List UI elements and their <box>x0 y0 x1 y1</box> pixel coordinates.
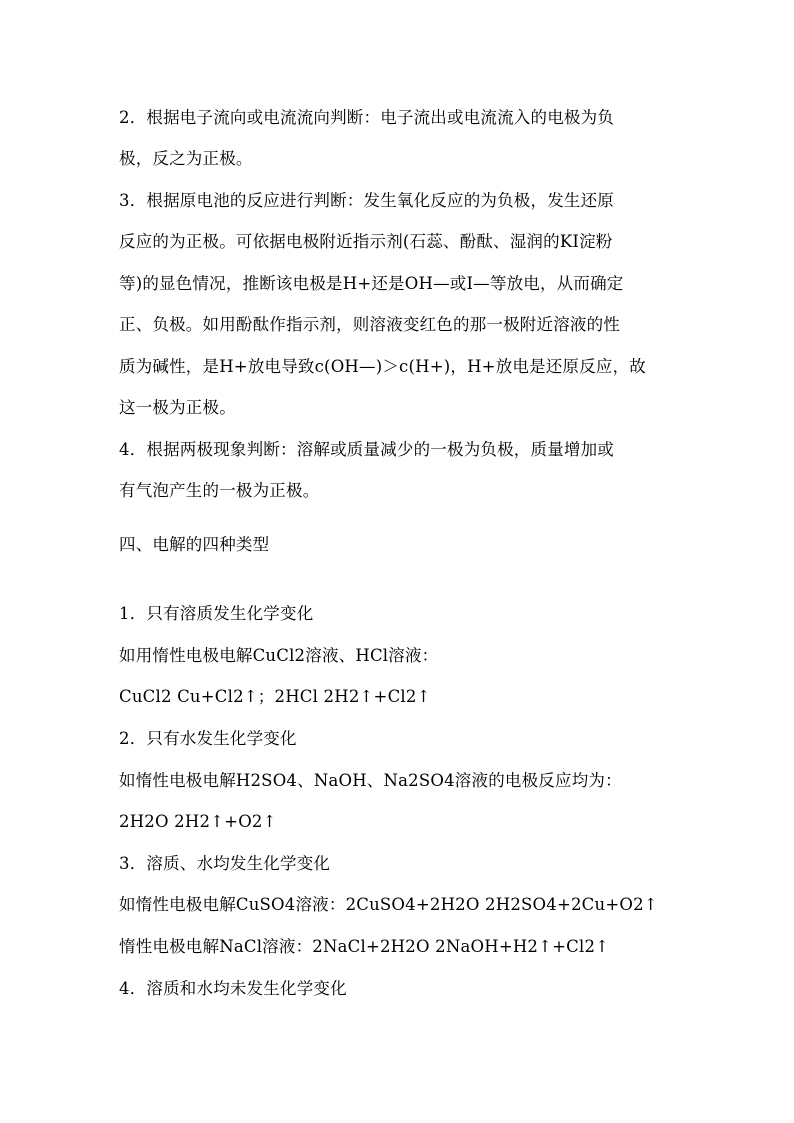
paragraph-3-line-6: 这一极为正极。 <box>119 398 236 417</box>
type-1-description: 如用惰性电极电解CuCl2溶液、HCl溶液： <box>119 646 439 665</box>
type-2-description: 如惰性电极电解H2SO4、NaOH、Na2SO4溶液的电极反应均为： <box>119 771 622 790</box>
type-1-heading: 1．只有溶质发生化学变化 <box>119 604 314 623</box>
type-1-equation: CuCl2 Cu+Cl2↑；2HCl 2H2↑+Cl2↑ <box>119 687 431 706</box>
paragraph-2-line-2: 极，反之为正极。 <box>119 149 253 168</box>
type-3-example-nacl: 惰性电极电解NaCl溶液：2NaCl+2H2O 2NaOH+H2↑+Cl2↑ <box>119 937 610 956</box>
type-3-heading: 3．溶质、水均发生化学变化 <box>119 854 331 873</box>
paragraph-4-line-2: 有气泡产生的一极为正极。 <box>119 481 320 500</box>
paragraph-3-line-1: 3．根据原电池的反应进行判断：发生氧化反应的为负极，发生还原 <box>119 191 614 210</box>
type-4-heading: 4．溶质和水均未发生化学变化 <box>119 979 347 998</box>
type-3-example-cuso4: 如惰性电极电解CuSO4溶液：2CuSO4+2H2O 2H2SO4+2Cu+O2↑ <box>119 895 658 914</box>
type-2-heading: 2．只有水发生化学变化 <box>119 729 297 748</box>
paragraph-4-line-1: 4．根据两极现象判断：溶解或质量减少的一极为负极，质量增加或 <box>119 440 614 459</box>
paragraph-3-line-2: 反应的为正极。可依据电极附近指示剂(石蕊、酚酞、湿润的KI淀粉 <box>119 232 613 251</box>
paragraph-2-line-1: 2．根据电子流向或电流流向判断：电子流出或电流流入的电极为负 <box>119 108 614 127</box>
section-heading-electrolysis-types: 四、电解的四种类型 <box>119 535 270 554</box>
paragraph-3-line-5: 质为碱性，是H+放电导致c(OH—)＞c(H+)，H+放电是还原反应，故 <box>119 357 646 376</box>
paragraph-3-line-3: 等)的显色情况，推断该电极是H+还是OH—或I—等放电，从而确定 <box>119 274 624 293</box>
paragraph-3-line-4: 正、负极。如用酚酞作指示剂，则溶液变红色的那一极附近溶液的性 <box>119 315 620 334</box>
type-2-equation: 2H2O 2H2↑+O2↑ <box>119 812 277 831</box>
